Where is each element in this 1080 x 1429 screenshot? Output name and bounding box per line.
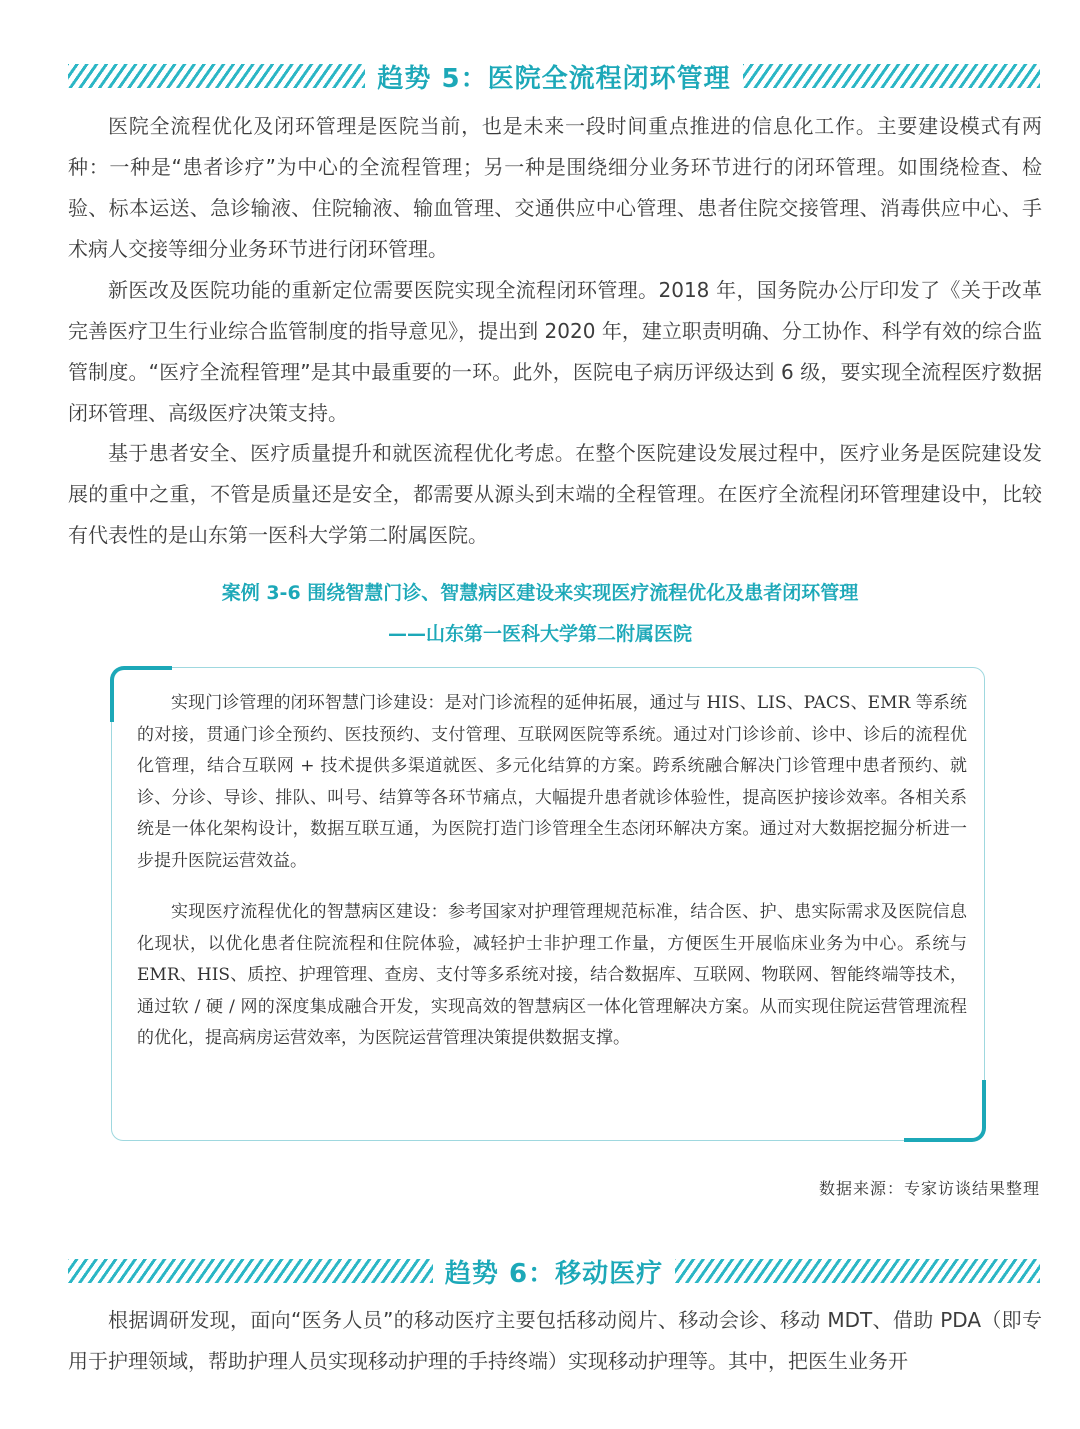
trend6-title: 趋势 6：移动医疗	[444, 1258, 664, 1289]
heading-stripes-left	[68, 64, 365, 88]
trend5-paragraph-1: 医院全流程优化及闭环管理是医院当前，也是未来一段时间重点推进的信息化工作。主要建设模式有两种：一种是“患者诊疗”为中心的全流程管理；另一种是围绕细分业务环节进行的闭环管理。如围绕检查、检验、标本运送、急诊输液、住院输液、输血管理、交通供应中心管理、患者住院交接管理、消毒供应中心、手术病人交接等细分业务环节进行闭环管理。	[68, 114, 1042, 261]
heading-stripes-left	[68, 1259, 433, 1283]
case-paragraph-2: 实现医疗流程优化的智慧病区建设：参考国家对护理管理规范标准，结合医、护、患实际需求及医院信息化现状，以优化患者住院流程和住院体验，减轻护士非护理工作量，方便医生开展临床业务为中心。系统与 EMR、HIS、质控、护理管理、查房、支付等多系统对接，结合数据库、互联网、物联网、智能终端等技术，通过软 / 硬 / 网的深度集成融合开发，实现高效的智慧病区一体化管理解决方案。从而实现住院运营管理流程的优化，提高病房运营效率，为医院运营管理决策提供数据支撑。	[137, 902, 967, 1048]
case-paragraph-1: 实现门诊管理的闭环智慧门诊建设：是对门诊流程的延伸拓展，通过与 HIS、LIS、PACS、EMR 等系统的对接，贯通门诊全预约、医技预约、支付管理、互联网医院等系统。通过对门诊诊前、诊中、诊后的流程优化管理，结合互联网 + 技术提供多渠道就医、多元化结算的方案。跨系统融合解决门诊管理中患者预约、就诊、分诊、导诊、排队、叫号、结算等各环节痛点，大幅提升患者就诊体验性，提高医护接诊效率。各相关系统是一体化架构设计，数据互联互通，为医院打造门诊管理全生态闭环解决方案。通过对大数据挖掘分析进一步提升医院运营效益。	[137, 693, 967, 871]
heading-stripes-right	[675, 1259, 1040, 1283]
trend6-heading	[68, 1251, 1040, 1291]
trend5-title: 趋势 5：医院全流程闭环管理	[377, 63, 731, 94]
case-title: 案例 3-6 围绕智慧门诊、智慧病区建设来实现医疗流程优化及患者闭环管理	[221, 582, 859, 604]
data-source-note: 数据来源：专家访谈结果整理	[818, 1179, 1040, 1198]
trend5-paragraph-2: 新医改及医院功能的重新定位需要医院实现全流程闭环管理。2018 年，国务院办公厅印发了《关于改革完善医疗卫生行业综合监管制度的指导意见》，提出到 2020 年，建立职责明确、分工协作、科学有效的综合监管制度。“医疗全流程管理”是其中最重要的一环。此外，医院电子病历评级达到 6 级，要实现全流程医疗数据闭环管理、高级医疗决策支持。	[68, 278, 1042, 425]
case-subtitle: ——山东第一医科大学第二附属医院	[387, 623, 692, 645]
trend5-paragraph-3: 基于患者安全、医疗质量提升和就医流程优化考虑。在整个医院建设发展过程中，医疗业务是医院建设发展的重中之重，不管是质量还是安全，都需要从源头到末端的全程管理。在医疗全流程闭环管理建设中，比较有代表性的是山东第一医科大学第二附属医院。	[68, 441, 1042, 547]
trend6-paragraph-1: 根据调研发现，面向“医务人员”的移动医疗主要包括移动阅片、移动会诊、移动 MDT、借助 PDA（即专用于护理领域，帮助护理人员实现移动护理的手持终端）实现移动护理等。其中，把医生业务开	[68, 1308, 1042, 1373]
trend5-heading	[68, 56, 1040, 96]
corner-decoration-bottom-right	[904, 1080, 986, 1142]
heading-stripes-right	[743, 64, 1040, 88]
case-box	[111, 667, 985, 1141]
